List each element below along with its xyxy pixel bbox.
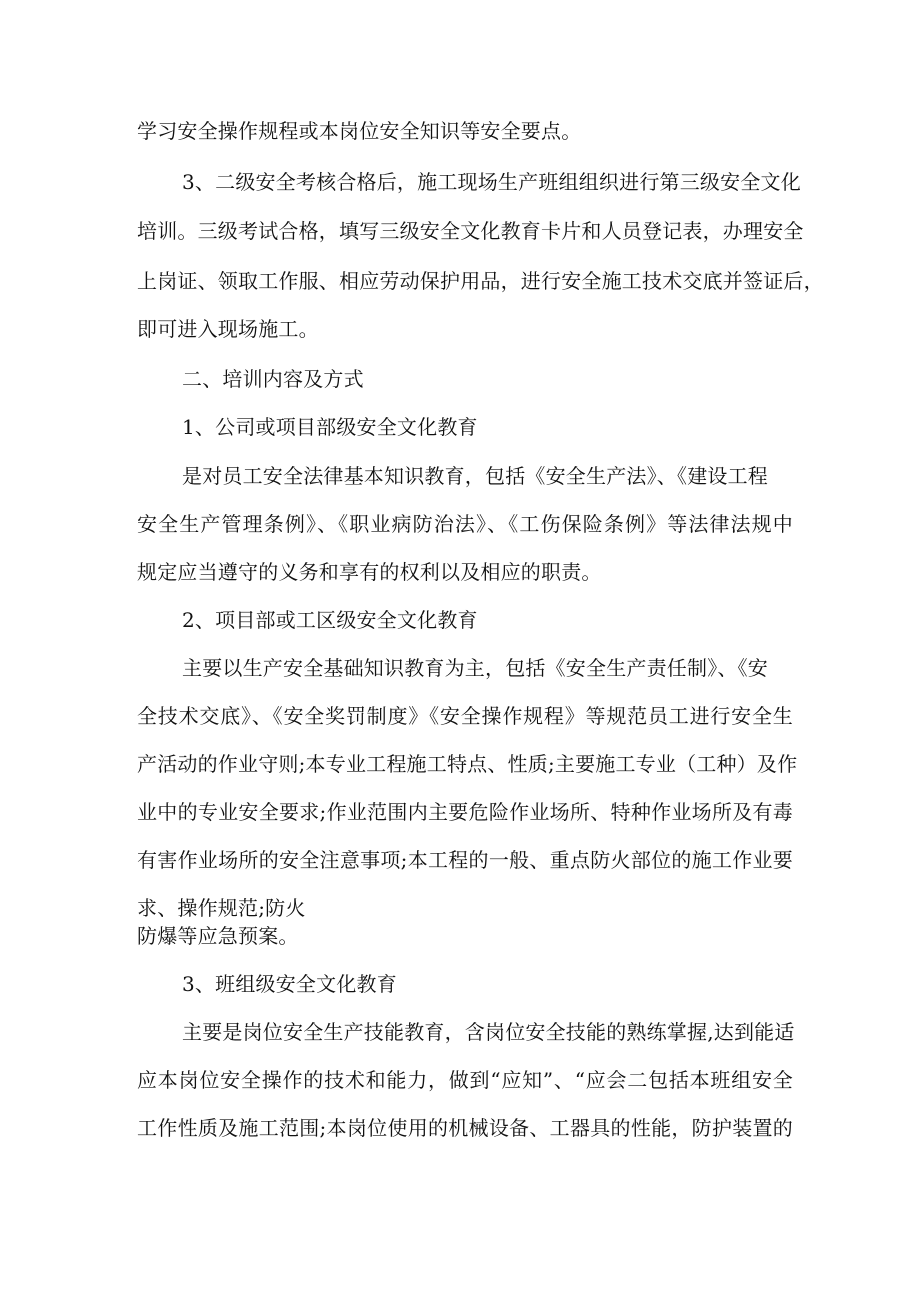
text-line: 产活动的作业守则;本专业工程施工特点、性质;主要施工专业（工种）及作 [137,752,798,776]
text-line: 是对员工安全法律基本知识教育，包括《安全生产法》、《建设工程 [182,464,768,488]
subsection-heading: 3、班组级安全文化教育 [182,972,397,996]
text-line: 即可进入现场施工。 [137,317,319,341]
subsection-heading: 1、公司或项目部级安全文化教育 [182,415,478,439]
text-line: 主要是岗位安全生产技能教育，含岗位安全技能的熟练掌握,达到能适 [182,1020,795,1044]
text-line: 上岗证、领取工作服、相应劳动保护用品，进行安全施工技术交底并签证后， [137,269,824,293]
text-line: 应本岗位安全操作的技术和能力，做到“应知”、“应会二包括本班组安全 [137,1068,793,1092]
text-line: 规定应当遵守的义务和享有的权利以及相应的职责。 [137,560,602,584]
text-line: 工作性质及施工范围;本岗位使用的机械设备、工器具的性能，防护装置的 [137,1116,793,1140]
text-line: 培训。三级考试合格，填写三级安全文化教育卡片和人员登记表，办理安全 [137,219,804,243]
text-line: 安全生产管理条例》、《职业病防治法》、《工伤保险条例》等法律法规中 [137,512,793,536]
text-line: 主要以生产安全基础知识教育为主，包括《安全生产责任制》、《安 [182,656,768,680]
text-line: 3、二级安全考核合格后，施工现场生产班组组织进行第三级安全文化 [182,170,801,194]
section-heading: 二、培训内容及方式 [182,367,364,391]
text-line: 全技术交底》、《安全奖罚制度》《安全操作规程》等规范员工进行安全生 [137,704,793,728]
text-line: 业中的专业安全要求;作业范围内主要危险作业场所、特种作业场所及有毒 [137,800,793,824]
subsection-heading: 2、项目部或工区级安全文化教育 [182,608,478,632]
text-line: 求、操作规范;防火 [137,896,306,920]
text-line: 学习安全操作规程或本岗位安全知识等安全要点。 [137,119,582,143]
text-line: 有害作业场所的安全注意事项;本工程的一般、重点防火部位的施工作业要 [137,848,793,872]
text-line: 防爆等应急预案。 [137,924,299,948]
